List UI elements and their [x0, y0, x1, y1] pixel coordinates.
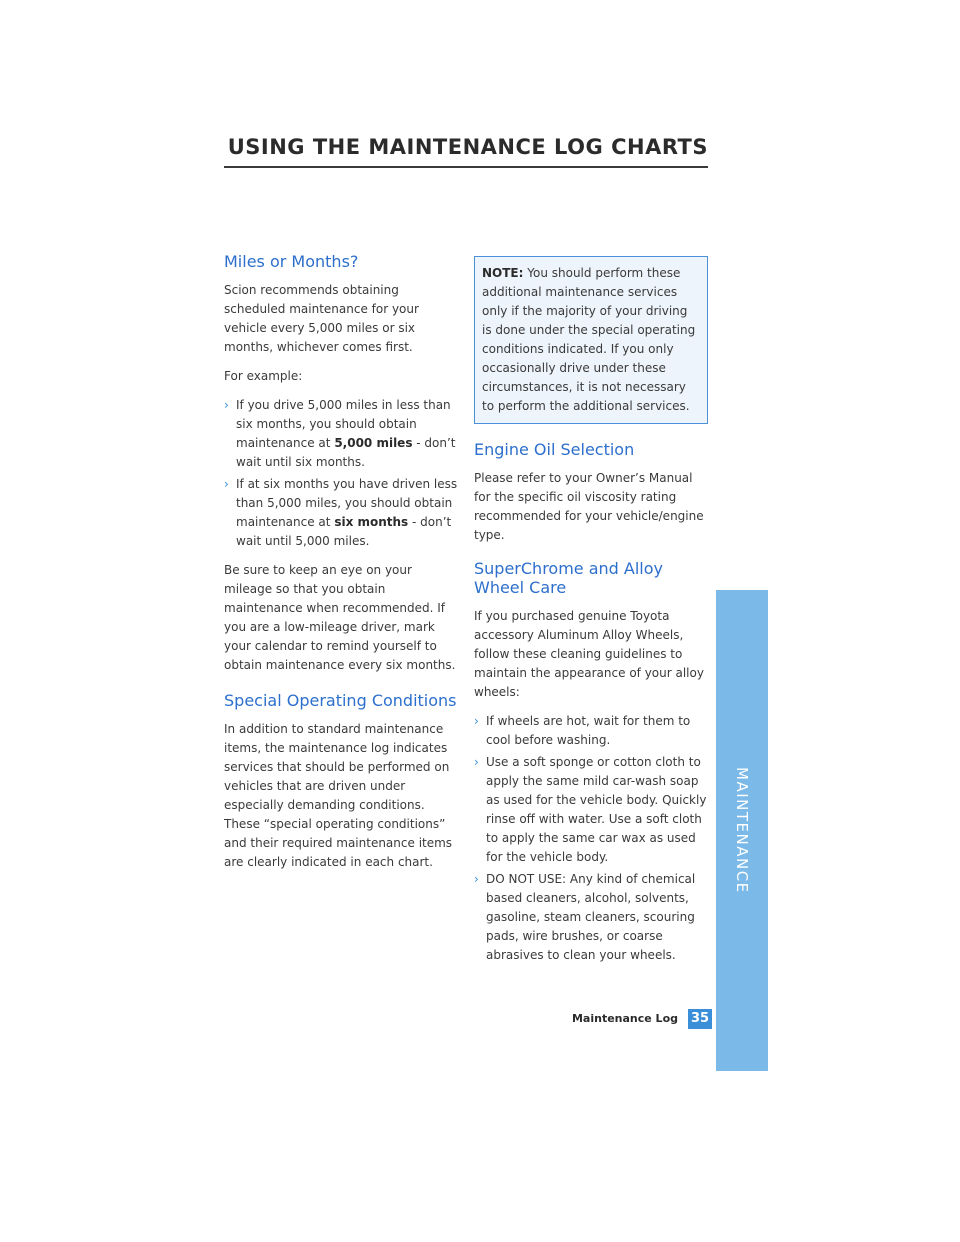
special-heading: Special Operating Conditions — [224, 691, 457, 710]
bullet-text-bold: 5,000 miles — [334, 436, 413, 450]
bullet-text: Use a soft sponge or cotton cloth to apply the same mild car-wash soap as used for the vehicle body. Quickly rinse off with water. Use a soft cloth to apply the same car wax as used for the vehicle body. — [486, 755, 707, 864]
chevron-right-icon: › — [474, 872, 479, 886]
note-text — [482, 264, 700, 416]
right-column — [474, 256, 708, 975]
header-divider — [224, 166, 708, 168]
wheel-bullet-list — [474, 712, 708, 965]
wheel-heading: SuperChrome and Alloy Wheel Care — [474, 559, 663, 597]
list-item — [474, 870, 708, 965]
sidebar-label: MAINTENANCE — [733, 766, 751, 894]
footer-section-label: Maintenance Log — [571, 1012, 678, 1025]
bullet-text: DO NOT USE: Any kind of chemical based cleaners, alcohol, solvents, gasoline, steam cleaners, scouring pads, wire brushes, or coarse abrasives to clean your wheels. — [486, 872, 696, 962]
oil-heading: Engine Oil Selection — [474, 440, 635, 459]
list-item — [474, 753, 708, 867]
list-item — [474, 712, 708, 750]
page-title: USING THE MAINTENANCE LOG CHARTS — [227, 135, 708, 159]
bullet-text-post: - don’t wait until six months. — [236, 436, 456, 469]
list-item — [224, 475, 458, 551]
chevron-right-icon: › — [474, 755, 479, 769]
bullet-text-pre: If at six months you have driven less than 5,000 miles, you should obtain maintenance at — [236, 477, 458, 529]
miles-bullet-list — [224, 396, 458, 551]
miles-intro: Scion recommends obtaining scheduled maintenance for your vehicle every 5,000 miles or six months, whichever comes first. — [224, 283, 419, 354]
chevron-right-icon: › — [224, 477, 229, 491]
wheel-intro: If you purchased genuine Toyota accessory Aluminum Alloy Wheels, follow these cleaning guidelines to maintain the appearance of your alloy wheels: — [474, 609, 704, 699]
sidebar-label-wrap — [726, 760, 758, 900]
bullet-text-pre: If you drive 5,000 miles in less than six months, you should obtain maintenance at — [236, 398, 451, 450]
list-item — [224, 396, 458, 472]
note-label: NOTE: — [482, 266, 524, 280]
chevron-right-icon: › — [474, 714, 479, 728]
oil-body: Please refer to your Owner’s Manual for the specific oil viscosity rating recommended for your vehicle/engine type. — [474, 471, 704, 542]
miles-heading: Miles or Months? — [224, 252, 359, 271]
note-body: You should perform these additional maintenance services only if the majority of your driving is done under the special operating conditions indicated. If you only occasionally drive under these circumstances, it is not necessary to perform the additional services. — [482, 266, 696, 413]
bullet-text-bold: six months — [334, 515, 409, 529]
bullet-text-post: - don’t wait until 5,000 miles. — [236, 515, 452, 548]
left-column — [224, 252, 458, 882]
chevron-right-icon: › — [224, 398, 229, 412]
miles-outro: Be sure to keep an eye on your mileage so that you obtain maintenance when recommended. If you are a low-mileage driver, mark your calendar to remind yourself to obtain maintenance every six months. — [224, 563, 456, 672]
page-number: 35 — [688, 1009, 712, 1029]
note-box — [474, 256, 708, 424]
special-body: In addition to standard maintenance items, the maintenance log indicates services that should be performed on vehicles that are driven under especially demanding conditions. These “special operating conditions” and their required maintenance items are clearly indicated in each chart. — [224, 722, 453, 869]
bullet-text: If wheels are hot, wait for them to cool before washing. — [486, 714, 691, 747]
miles-example-label: For example: — [224, 369, 303, 383]
